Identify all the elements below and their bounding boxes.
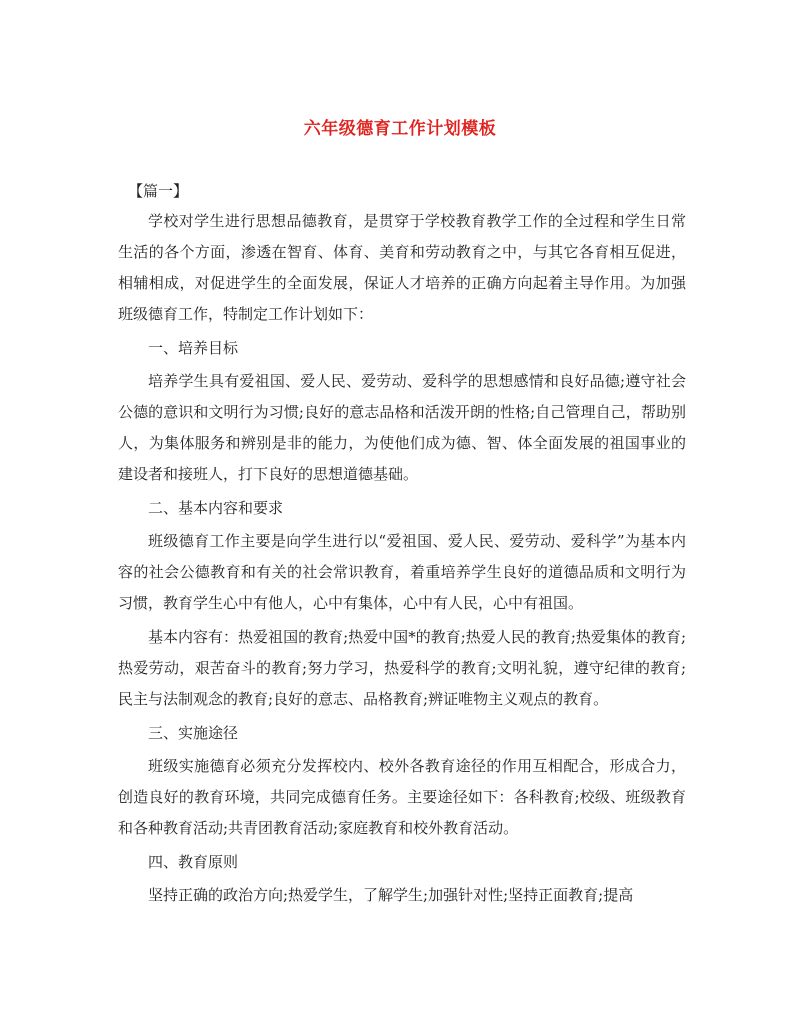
section-heading: 四、教育原则 bbox=[148, 853, 239, 871]
paragraph: 基本内容有：热爱祖国的教育;热爱中国*的教育;热爱人民的教育;热爱集体的教育;热爱劳动，艰苦奋斗的教育;努力学习，热爱科学的教育;文明礼貌，遵守纪律的教育;民主与法制观念的教育;良好的意志、品格教育;辨证唯物主义观点的教育。 bbox=[118, 628, 686, 708]
paragraph: 班级德育工作主要是向学生进行以“爱祖国、爱人民、爱劳动、爱科学”为基本内容的社会公德教育和有关的社会常识教育，着重培养学生良好的道德品质和文明行为习惯，教育学生心中有他人，心中有集体，心中有人民，心中有祖国。 bbox=[118, 532, 686, 612]
document-body bbox=[118, 176, 686, 911]
paragraph: 班级实施德育必须充分发挥校内、校外各教育途径的作用互相配合，形成合力，创造良好的教育环境，共同完成德育任务。主要途径如下：各科教育;校级、班级教育和各种教育活动;共青团教育活动;家庭教育和校外教育活动。 bbox=[118, 757, 686, 837]
paragraph: 培养学生具有爱祖国、爱人民、爱劳动、爱科学的思想感情和良好品德;遵守社会公德的意识和文明行为习惯;良好的意志品格和活泼开朗的性格;自己管理自己，帮助别人，为集体服务和辨别是非的能力，为使他们成为德、智、体全面发展的祖国事业的建设者和接班人，打下良好的思想道德基础。 bbox=[118, 372, 686, 483]
section-heading: 三、实施途径 bbox=[148, 724, 239, 742]
section-label: 【篇一】 bbox=[128, 182, 189, 200]
section-heading: 一、培养目标 bbox=[148, 339, 239, 357]
document-title: 六年级德育工作计划模板 bbox=[303, 119, 497, 139]
paragraph: 学校对学生进行思想品德教育，是贯穿于学校教育教学工作的全过程和学生日常生活的各个方面，渗透在智育、体育、美育和劳动教育之中，与其它各育相互促进，相辅相成，对促进学生的全面发展，保证人才培养的正确方向起着主导作用。为加强班级德育工作，特制定工作计划如下： bbox=[118, 212, 686, 323]
paragraph: 坚持正确的政治方向;热爱学生，了解学生;加强针对性;坚持正面教育;提高 bbox=[148, 886, 634, 904]
section-heading: 二、基本内容和要求 bbox=[148, 499, 284, 517]
